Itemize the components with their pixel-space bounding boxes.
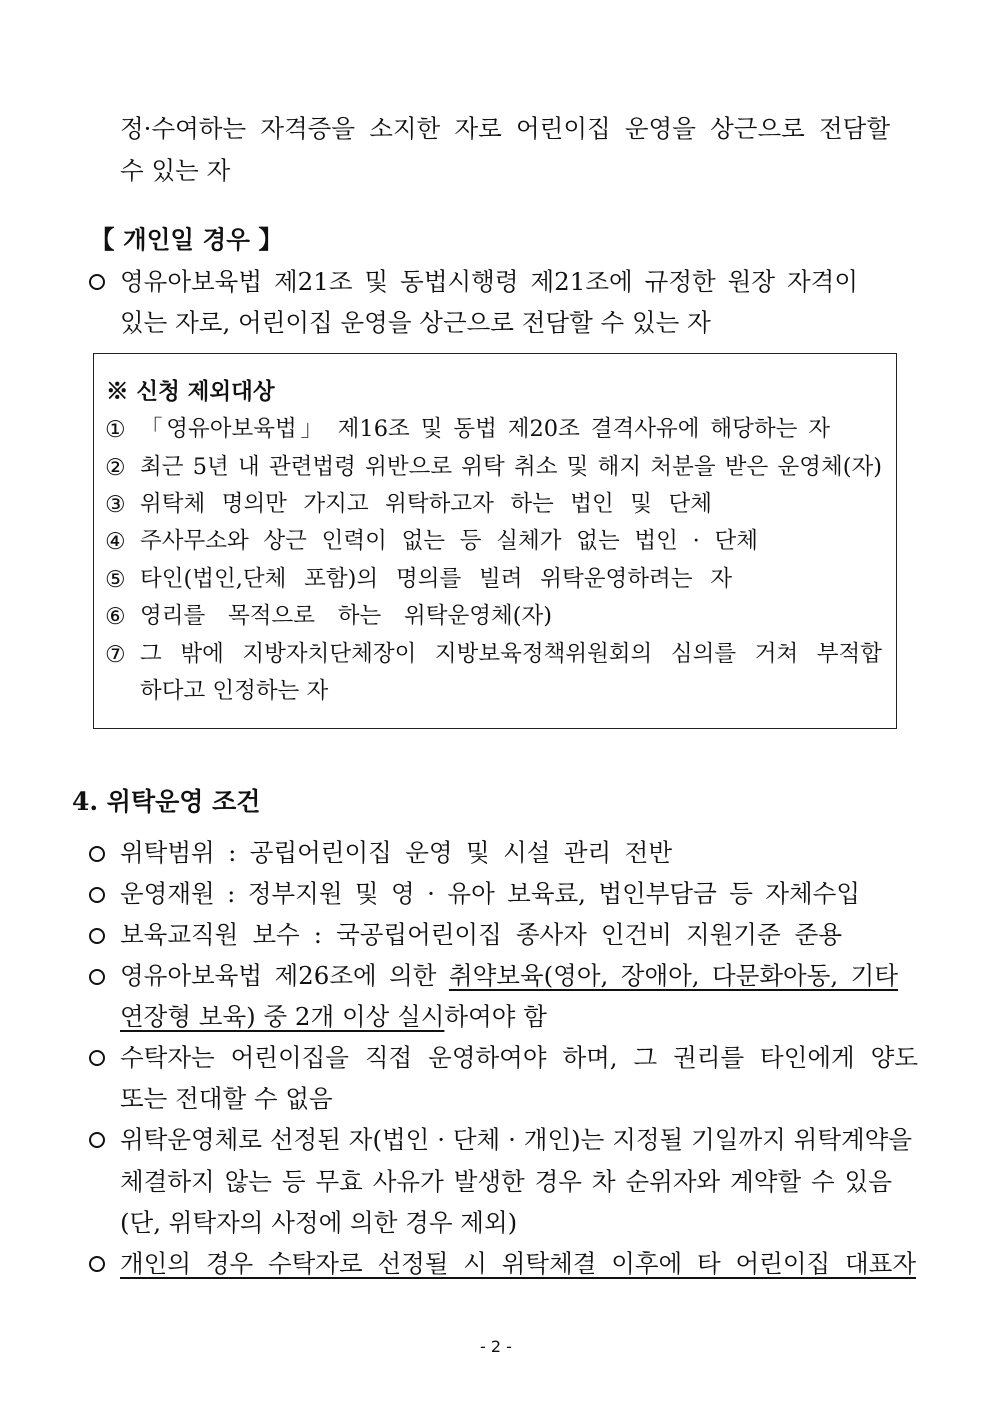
section4-bullet-4-line-2 — [120, 1001, 547, 1033]
section-4-title: 4. 위탁운영 조건 — [72, 787, 261, 816]
exclusion-item-2: 최근 5년 내 관련법령 위반으로 위탁 취소 및 해지 처분을 받은 운영체(자) — [140, 454, 882, 480]
exclusion-item-4: 주사무소와 상근 인력이 없는 등 실체가 없는 법인 · 단체 — [140, 528, 758, 554]
circle-bullet-icon — [89, 274, 105, 290]
individual-bullet-line-2: 있는 자로, 어린이집 운영을 상근으로 전담할 수 있는 자 — [120, 308, 711, 337]
section4-bullet-1: 위탁범위 : 공립어린이집 운영 및 시설 관리 전반 — [120, 838, 672, 867]
section4-bullet-2: 운영재원 : 정부지원 및 영 · 유아 보육료, 법인부담금 등 자체수입 — [120, 879, 860, 908]
item-number: ③ — [105, 492, 126, 518]
exclusion-item-7-cont: 하다고 인정하는 자 — [140, 678, 329, 704]
continuation-line-2: 수 있는 자 — [120, 156, 231, 185]
exclusion-item-1: 「영유아보육법」 제16조 및 동법 제20조 결격사유에 해당하는 자 — [140, 416, 830, 442]
section4-bullet-5-line-2: 또는 전대할 수 없음 — [120, 1084, 333, 1113]
exclusion-item-6: 영리를 목적으로 하는 위탁운영체(자) — [140, 603, 552, 629]
section4-bullet-6-line-3: (단, 위탁자의 사정에 의한 경우 제외) — [120, 1208, 518, 1237]
circle-bullet-icon — [89, 928, 105, 944]
circle-bullet-icon — [89, 1132, 105, 1148]
continuation-line-1: 정·수여하는 자격증을 소지한 자로 어린이집 운영을 상근으로 전담할 — [120, 114, 890, 143]
item-number: ④ — [105, 529, 126, 555]
bullet-4-plain-end: 하여야 함 — [444, 1002, 547, 1031]
item-number: ⑥ — [105, 604, 126, 630]
item-number: ① — [105, 417, 126, 443]
exclusion-item-5: 타인(법인,단체 포함)의 명의를 빌려 위탁운영하려는 자 — [140, 566, 732, 592]
circle-bullet-icon — [89, 887, 105, 903]
section4-bullet-5-line-1: 수탁자는 어린이집을 직접 운영하여야 하며, 그 권리를 타인에게 양도 — [120, 1043, 918, 1072]
individual-bullet-line-1: 영유아보육법 제21조 및 동법시행령 제21조에 규정한 원장 자격이 — [120, 267, 858, 296]
item-number: ② — [105, 455, 126, 481]
exclusion-item-7: 그 밖에 지방자치단체장이 지방보육정책위원회의 심의를 거쳐 부적합 — [140, 641, 882, 667]
section4-bullet-3: 보육교직원 보수 : 국공립어린이집 종사자 인건비 지원기준 준용 — [120, 920, 842, 949]
exclusion-box-title: ※ 신청 제외대상 — [106, 379, 275, 405]
section4-bullet-7: 개인의 경우 수탁자로 선정될 시 위탁체결 이후에 타 어린이집 대표자 — [120, 1249, 916, 1278]
circle-bullet-icon — [89, 846, 105, 862]
section4-bullet-6-line-1: 위탁운영체로 선정된 자(법인 · 단체 · 개인)는 지정될 기일까지 위탁계약을 — [120, 1125, 912, 1154]
item-number: ⑤ — [105, 567, 126, 593]
circle-bullet-icon — [89, 1256, 105, 1272]
circle-bullet-icon — [89, 1050, 105, 1066]
circle-bullet-icon — [89, 969, 105, 985]
section4-bullet-6-line-2: 체결하지 않는 등 무효 사유가 발생한 경우 차 순위자와 계약할 수 있음 — [120, 1167, 892, 1196]
bullet-4-plain: 영유아보육법 제26조에 의한 — [120, 961, 449, 990]
section4-bullet-4-line-1 — [120, 960, 898, 992]
bullet-4-underlined-1: 취약보육(영아, 장애아, 다문화아동, 기타 — [448, 961, 898, 990]
bullet-4-underlined-2: 연장형 보육) 중 2개 이상 실시 — [120, 1002, 445, 1031]
exclusion-item-3: 위탁체 명의만 가지고 위탁하고자 하는 법인 및 단체 — [140, 491, 712, 517]
item-number: ⑦ — [105, 642, 126, 668]
individual-heading: 【 개인일 경우 】 — [90, 225, 283, 254]
page-number: - 2 - — [480, 1337, 512, 1356]
